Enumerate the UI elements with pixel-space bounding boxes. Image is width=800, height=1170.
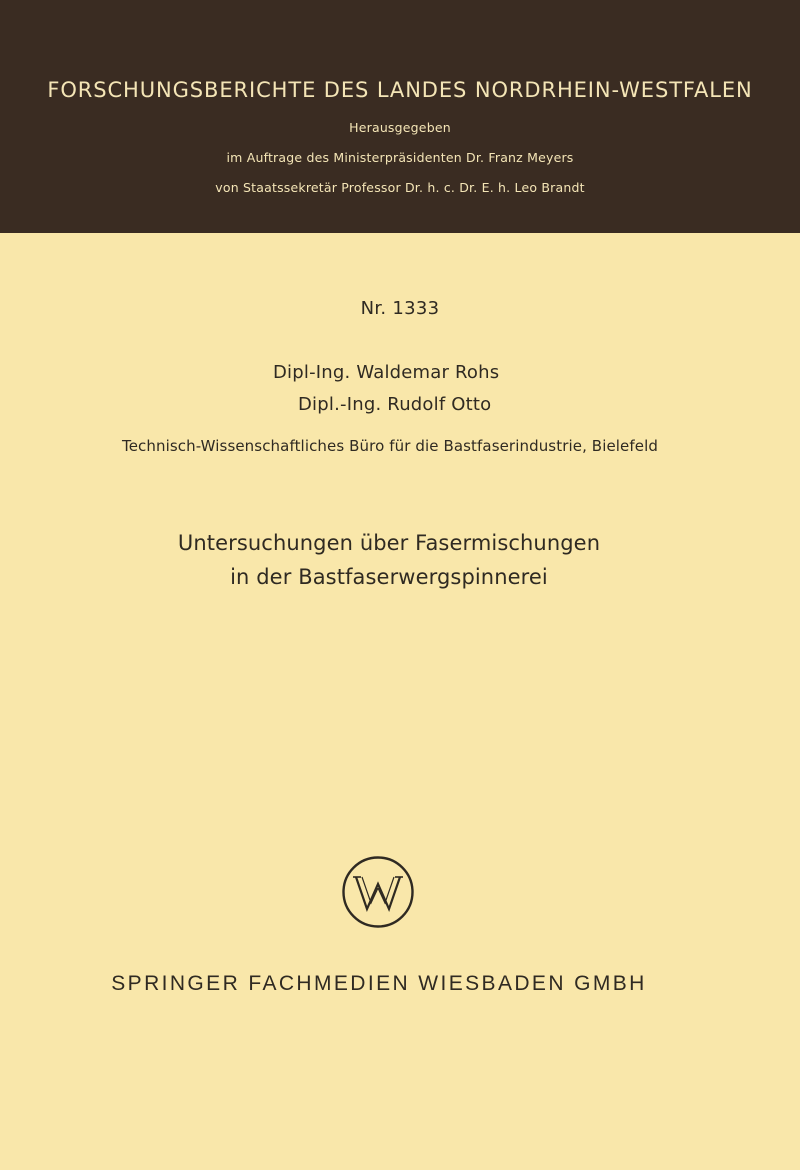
- report-number: Nr. 1333: [360, 298, 440, 319]
- author-otto: Dipl.-Ing. Rudolf Otto: [298, 394, 492, 415]
- publisher-line-commission: im Auftrage des Ministerpräsidenten Dr. Franz Meyers: [226, 150, 574, 165]
- title-line-2: in der Bastfaserwergspinnerei: [230, 565, 548, 589]
- series-title: FORSCHUNGSBERICHTE DES LANDES NORDRHEIN-WESTFALEN: [47, 78, 753, 102]
- publisher-line-editor: Herausgegeben: [349, 120, 451, 135]
- header-band: [0, 0, 800, 233]
- publisher-imprint: SPRINGER FACHMEDIEN WIESBADEN GMBH: [111, 972, 647, 995]
- title-line-1: Untersuchungen über Fasermischungen: [177, 531, 601, 555]
- author-rohs: Dipl-Ing. Waldemar Rohs: [273, 362, 500, 383]
- affiliation: Technisch-Wissenschaftliches Büro für die Bastfaserindustrie, Bielefeld: [122, 437, 658, 455]
- publisher-ww-logo-icon: [341, 855, 415, 929]
- publisher-line-secretary: von Staatssekretär Professor Dr. h. c. Dr. E. h. Leo Brandt: [215, 180, 585, 195]
